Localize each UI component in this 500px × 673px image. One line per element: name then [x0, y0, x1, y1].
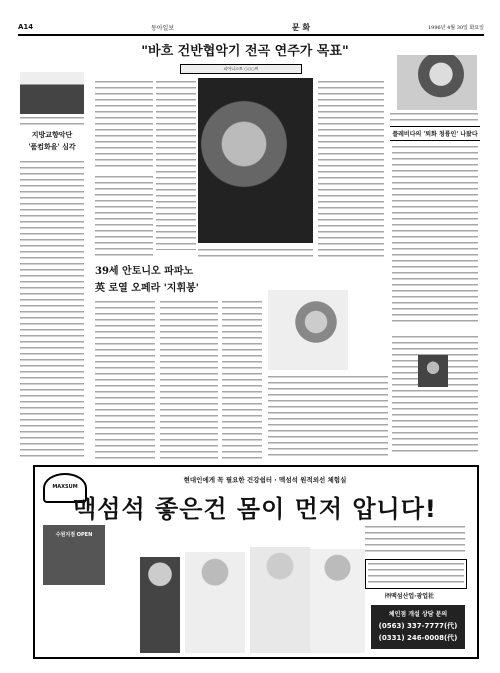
right-column-body [392, 145, 478, 325]
main-body-col2 [156, 80, 196, 250]
ad-contact-label: 체인점 개설 상담 문의 [388, 611, 448, 618]
opera-headline-line2: 英 로열 오페라 '지휘봉' [95, 283, 199, 294]
photo-caption-left [20, 116, 84, 128]
ad-phone-2: (0331) 246-0008(代) [378, 634, 458, 642]
ad-company: ㈜맥섬산업·광업社 [385, 593, 435, 600]
left-column-body [20, 160, 84, 460]
opera-body-col1 [95, 300, 155, 460]
main-deck: 피아니스트 ○○○씨 [180, 64, 302, 74]
pianist-photo [198, 78, 313, 243]
main-body-col3 [318, 80, 384, 260]
left-box-headline [20, 130, 84, 152]
right-feature-headline: 플레비다의 '퇴화 청륭인' 나왔다 [390, 126, 480, 141]
right-column-lower [392, 335, 478, 455]
ad-person-2 [185, 552, 245, 653]
section-title: 문 화 [291, 22, 311, 32]
opera-body-col3 [222, 300, 262, 460]
conductor-photo [397, 55, 477, 110]
advertisement [33, 465, 479, 659]
opera-headline-line1: 39세 안토니오 파파노 [95, 266, 194, 277]
columnist-photo [418, 355, 448, 387]
ad-person-1 [140, 557, 180, 653]
ad-detail-box [365, 559, 467, 589]
ad-person-4 [310, 549, 365, 653]
papano-photo [268, 290, 348, 370]
opera-headline [95, 262, 295, 294]
left-box-title: 지방교향악단 [31, 130, 73, 139]
ad-inset-title: 수원지점 OPEN [55, 532, 93, 538]
ad-headline: 맥섬석 좋은건 몸이 먼저 압니다! [73, 495, 437, 523]
ad-inset [43, 525, 105, 585]
paper-name: 동아일보 [150, 24, 175, 32]
left-box-subtitle: '품컴화을' 심각 [28, 142, 76, 151]
issue-date: 1996년 4월 30일 화요일 [427, 24, 484, 31]
ad-detail-text [368, 562, 464, 586]
opera-body-col2 [160, 300, 218, 460]
page-header [18, 20, 484, 36]
ad-phone-1: (0563) 337-7777(代) [378, 622, 458, 630]
main-body-col1 [95, 80, 153, 170]
ad-tagline: 현대인에게 꼭 필요한 건강쉼터 · 맥섬석 원적외선 체험실 [183, 476, 347, 484]
photo-caption-right [390, 112, 478, 122]
opera-body-col4 [268, 375, 388, 460]
ad-person-3 [250, 547, 310, 653]
ad-info-text [365, 525, 465, 555]
page-number: A14 [18, 23, 34, 31]
main-body-lower2 [198, 248, 313, 260]
orchestra-photo [20, 72, 84, 114]
main-body-lower [95, 175, 153, 260]
main-headline: "바흐 건반협악기 전곡 연주가 목표" [141, 44, 349, 59]
ad-contact [371, 605, 465, 649]
ad-logo-text: MAXSUM [52, 484, 78, 490]
